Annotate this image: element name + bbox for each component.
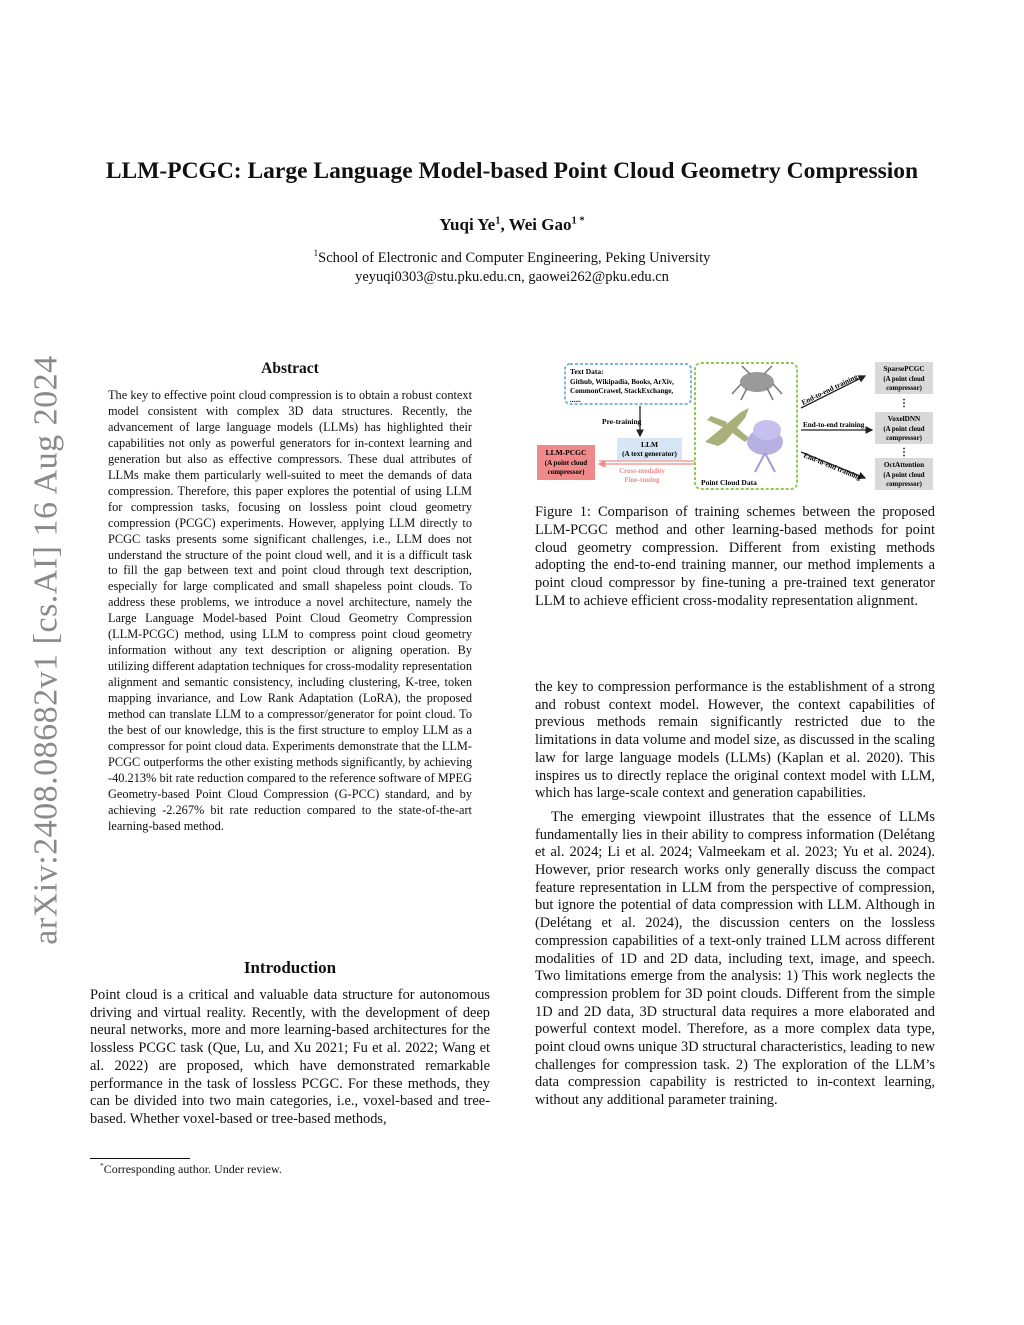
author-emails: yeyuqi0303@stu.pku.edu.cn, gaowei262@pku.edu.cn (355, 269, 669, 285)
chair-point-cloud-icon (747, 420, 783, 472)
ellipsis-icon: ⋮ (899, 398, 909, 409)
llm-sublabel: (A text generator) (622, 450, 677, 458)
llm-pcgc-sublabel: (A point cloud (544, 459, 588, 467)
introduction-section (90, 987, 490, 1129)
figure-1 (535, 360, 935, 492)
method-sublabel: compressor) (886, 435, 922, 442)
footnote-text: Corresponding author. Under review. (103, 1162, 282, 1176)
paper-title: LLM-PCGC: Large Language Model-based Point Cloud Geometry Compression (105, 158, 919, 184)
abstract-heading: Abstract (261, 360, 319, 377)
author-name: Yuqi Ye (439, 215, 496, 234)
airplane-point-cloud-icon (705, 408, 749, 446)
text-data-title: Text Data: (570, 367, 604, 376)
method-name: OctAttention (883, 461, 925, 469)
point-cloud-data-label: Point Cloud Data (701, 478, 757, 487)
llm-label: LLM (640, 440, 659, 449)
text-data-sources: Github, Wikipadia, Books, ArXiv, (570, 378, 674, 386)
author-affiliation-mark: 1 * (571, 215, 585, 227)
abstract-text: The key to effective point cloud compression is to obtain a robust context model consistent with complex 3D data structures. Recently, the advancement of large language models (LLMs) has highlighted their capabilities not only as powerful generators for in-context learning and generation but also as effective compressors. These dual attributes of LLMs make them particularly well-suited to meet the demands of data compression. Therefore, this paper explores the potential of using LLM for compression tasks, focusing on lossless point cloud geometry compression (PCGC) experiments. However, applying LLM directly to PCGC tasks presents some significant challenges, i.e., LLM does not understand the structure of the point cloud well, and it is a difficult task to fill the gap between text and point cloud through text description, especially for large complicated and small shapeless point clouds. To address these problems, we introduce a novel architecture, namely the Large Language Model-based Point Cloud Geometry Compression (LLM-PCGC) method, using LLM to compress point cloud geometry information without any text description or aligning operation. By utilizing different adaptation techniques for cross-modality representation alignment and semantic consistency, including clustering, K-tree, token mapping invariance, and Low Rank Adaptation (LoRA), the proposed method can translate LLM to a compressor/generator for point cloud. To the best of our knowledge, this is the first structure to employ LLM as a compressor for point cloud data. Experiments demonstrate that the LLM-PCGC outperforms the other existing methods significantly, by achieving -40.213% bit rate reduction compared to the reference software of MPEG Geometry-based Point Cloud Compression (G-PCC) standard, and by achieving -2.267% bit rate reduction compared to the state-of-the-art learning-based method. (108, 388, 472, 833)
body-paragraph: The emerging viewpoint illustrates that the essence of LLMs fundamentally lies in their ability to compress information (Delétang et al. 2024; Li et al. 2024; Valmeekam et al. 2023; Yu et al. 2024). However, prior research works only generally discuss the compact feature representation in LLM from the perspective of compression, but ignore the potential of data compression with LLM. Although in (Delétang et al. 2024), the discussion centers on the lossless compression capabilities of a text-only trained LLM across different modalities of 1D and 2D data, including text, image, and speech. Two limitations emerge from the analysis: 1) This work neglects the compression problem for 3D point clouds. Different from the simple 1D and 2D data, 3D structural data requires a more elaborated and powerful context model. Therefore, as a more complex data type, point cloud owns unique 3D structural characteristics, leading to new challenges for compression task. 2) The exploration of the LLM’s data compression capability is restricted to in-context learning, without any additional parameter training. (535, 808, 935, 1109)
ellipsis-icon: ⋮ (899, 447, 909, 458)
e2e-label: End-to-end training (802, 451, 863, 482)
footnote-marker: * (100, 1161, 104, 1170)
author-name: Wei Gao (508, 215, 572, 234)
finetune-label: Cross-modality (619, 467, 665, 475)
introduction-paragraph: Point cloud is a critical and valuable data structure for autonomous driving and virtual reality. Recently, with the development of deep neural networks, more and more learning-based architectures for the lossless PCGC task (Que, Lu, and Xu 2021; Fu et al. 2022; Wang et al. 2022) are proposed, which have demonstrated remarkable performance in the task of lossless PCGC. For these methods, they can be divided into two main categories, i.e., voxel-based and tree-based. Whether voxel-based or tree-based methods, (90, 987, 490, 1127)
method-sublabel: (A point cloud (883, 472, 925, 479)
affiliation-name: School of Electronic and Computer Engineering, Peking University (318, 250, 711, 266)
text-data-sources: CommonCrawel, StackExchange, (570, 387, 674, 395)
right-column-body (535, 679, 935, 1110)
figure-caption: Figure 1: Comparison of training schemes between the proposed LLM-PCGC method and other learning-based methods for point cloud geometry compression. Different from existing methods adopting the end-to-end training manner, our method implements a point cloud compressor by fine-tuning a pre-trained text generator LLM to achieve efficient cross-modality representation alignment. (535, 504, 935, 609)
footnote (100, 1162, 282, 1177)
author-separator: , (500, 215, 509, 234)
method-name: SparsePCGC (883, 365, 925, 373)
finetune-label: Fine-tuning (624, 476, 660, 484)
affiliation-block (0, 249, 1024, 287)
affiliation-line (0, 249, 1024, 268)
pretraining-label: Pre-training (602, 417, 642, 426)
e2e-label: End-to-end training (803, 421, 865, 429)
llm-pcgc-sublabel: compressor) (547, 468, 585, 476)
method-sublabel: (A point cloud (883, 426, 925, 433)
method-sublabel: (A point cloud (883, 376, 925, 383)
text-data-ellipsis: ...... (570, 396, 581, 404)
author-list (0, 215, 1024, 235)
affiliation-mark: 1 (313, 248, 319, 259)
e2e-label: End-to-end training (800, 372, 859, 407)
arxiv-id-text: arXiv:2408.08682v1 [cs.AI] 16 Aug 2024 (28, 355, 66, 945)
introduction-heading: Introduction (243, 958, 337, 977)
method-name: VoxelDNN (887, 415, 921, 423)
llm-pcgc-label: LLM-PCGC (545, 448, 587, 457)
training-scheme-diagram (535, 360, 935, 492)
method-sublabel: compressor) (886, 385, 922, 392)
footnote-divider (90, 1158, 190, 1159)
body-paragraph: the key to compression performance is the establishment of a strong and robust context model. However, the context capabilities of previous methods remain significantly restricted due to the limitations in data volume and model size, as discussed in the scaling law for large language models (LLMs) (Kaplan et al. 2020). This inspires us to directly replace the original context model with LLM, which has large-scale context and generation capabilities. (535, 679, 935, 802)
method-sublabel: compressor) (886, 481, 922, 488)
crab-point-cloud-icon (732, 366, 782, 400)
author-affiliation-mark: 1 (495, 215, 501, 227)
arxiv-identifier (22, 355, 72, 945)
abstract-section (90, 360, 490, 835)
